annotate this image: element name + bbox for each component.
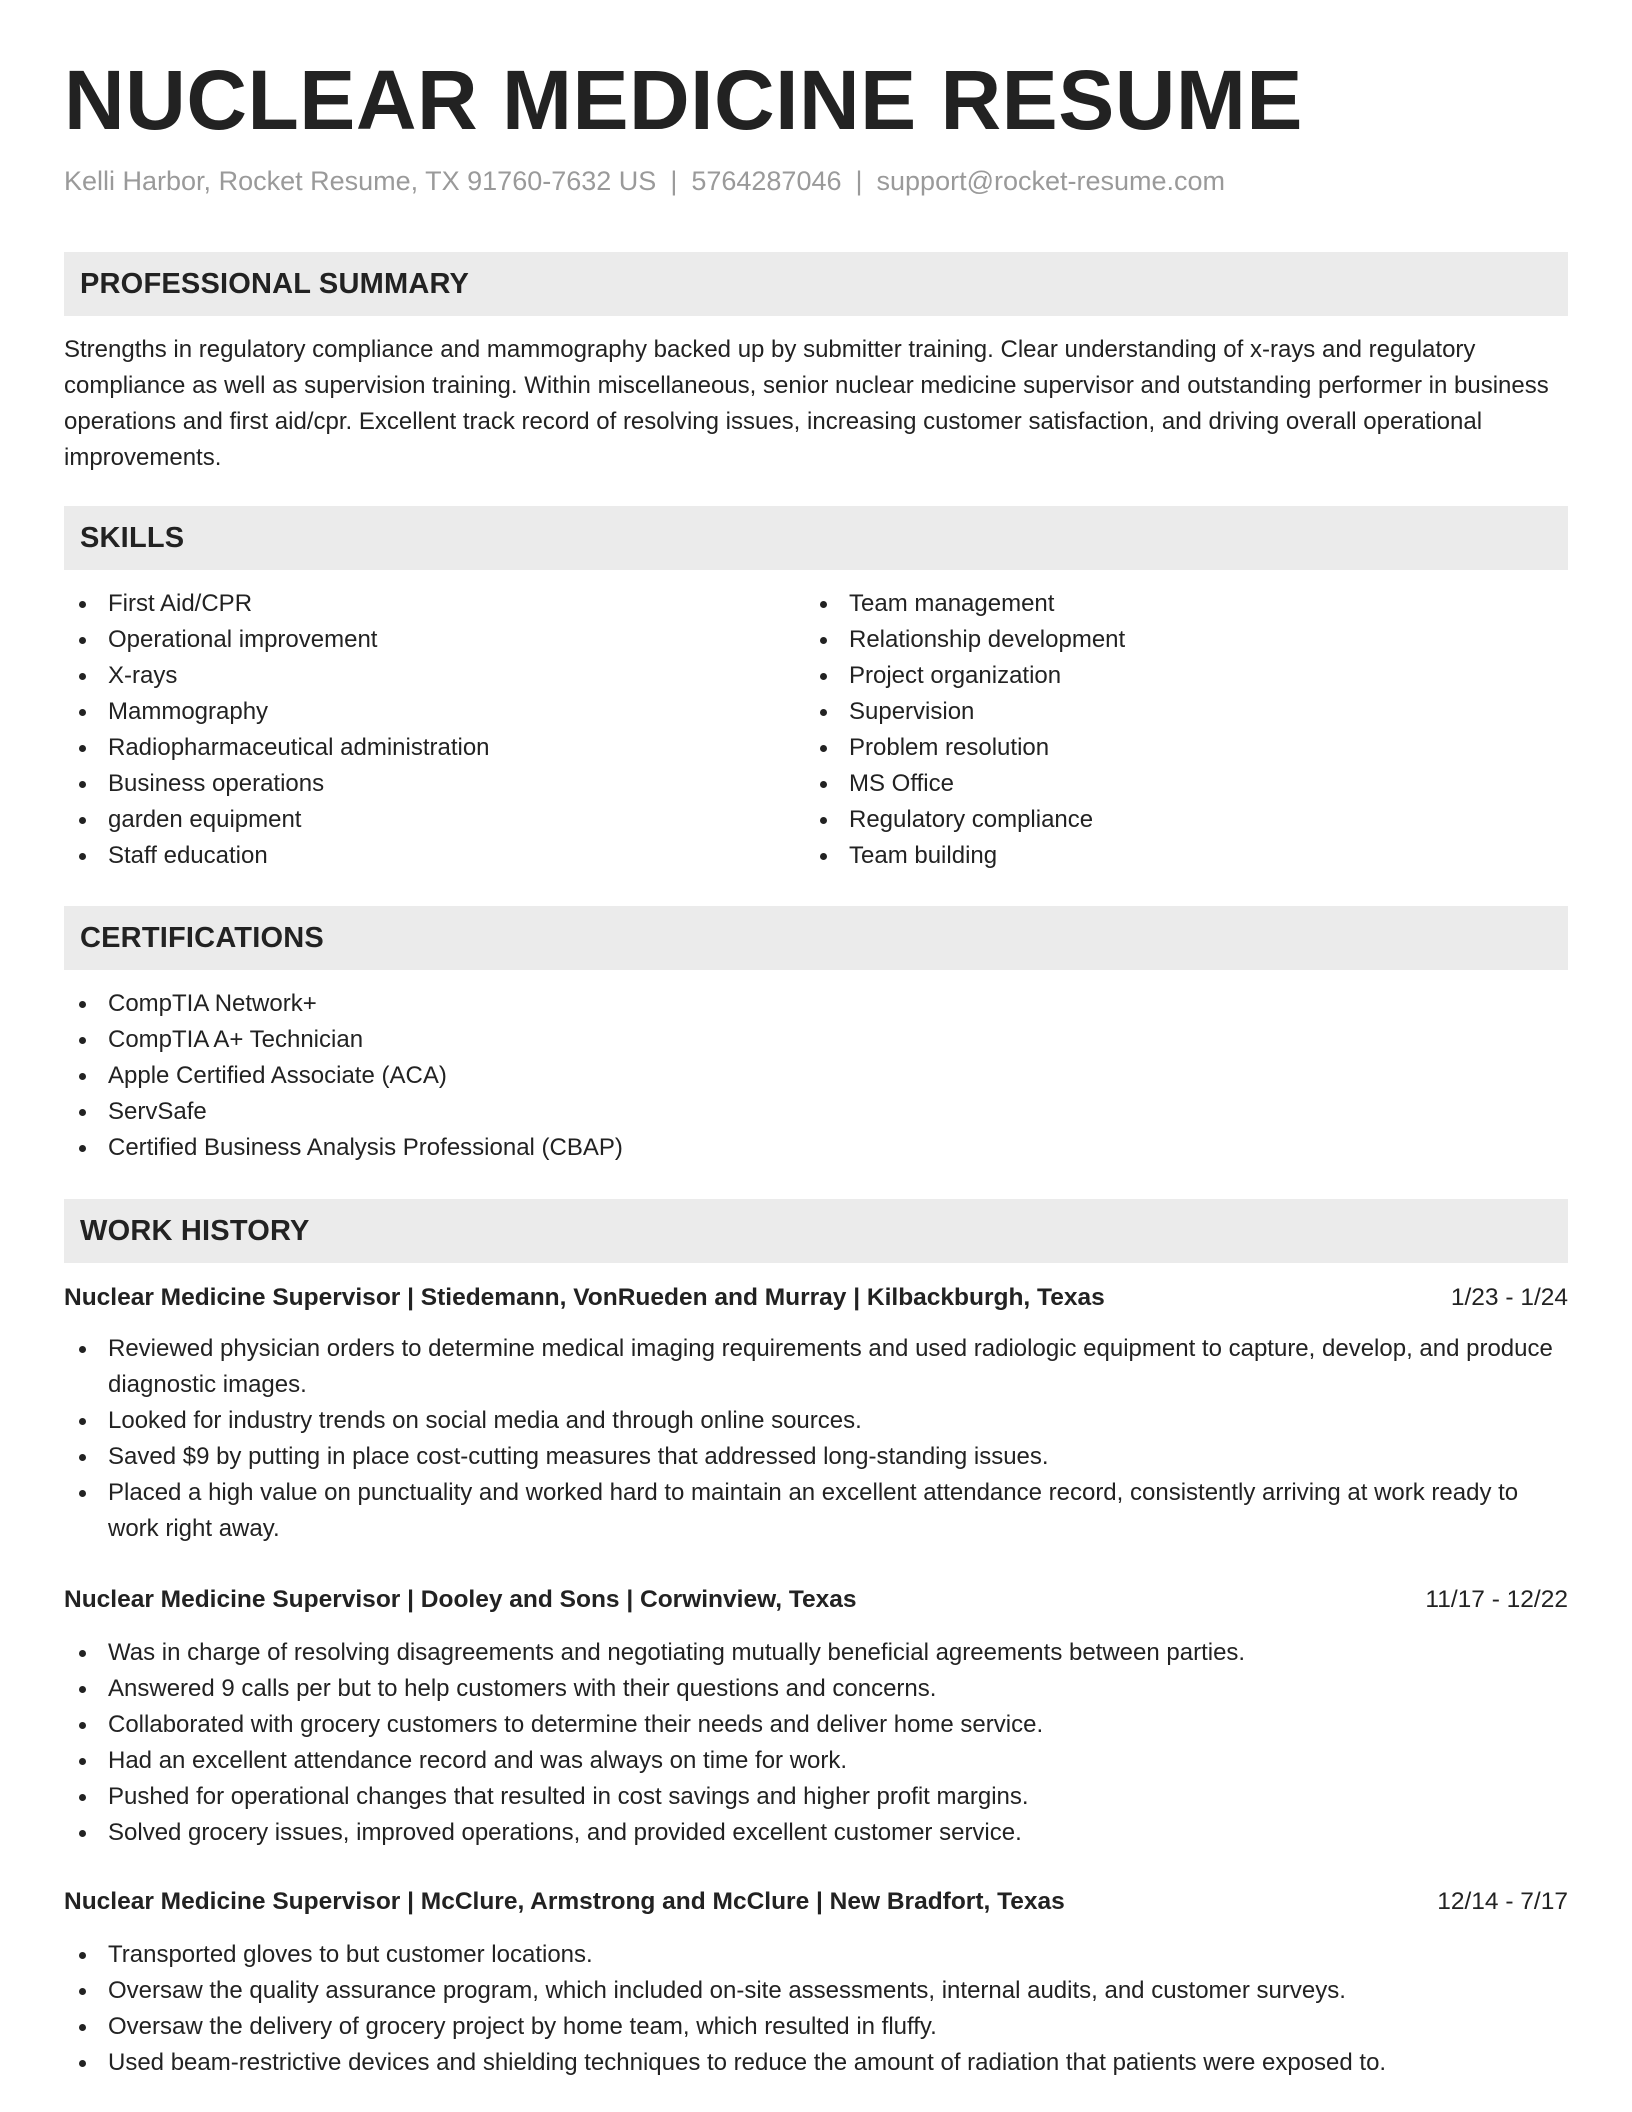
job-dates: 1/23 - 1/24 (1450, 1284, 1568, 1311)
skills-list-left (64, 586, 764, 874)
job-title: Nuclear Medicine Supervisor | McClure, Armstrong and McClure | New Bradfort, Texas (64, 1888, 1065, 1915)
skill-item: Staff education (64, 838, 764, 874)
job-bullets (64, 1937, 1568, 2081)
skill-item: Relationship development (805, 622, 1505, 658)
certifications-heading: CERTIFICATIONS (80, 921, 324, 954)
skills-section-header (64, 506, 1568, 570)
work-heading: WORK HISTORY (80, 1214, 310, 1247)
job-bullet: Looked for industry trends on social media and through online sources. (64, 1403, 1568, 1439)
certifications-list (64, 986, 1568, 1166)
skill-item: garden equipment (64, 802, 764, 838)
job-bullet: Had an excellent attendance record and was always on time for work. (64, 1743, 1568, 1779)
job-title: Nuclear Medicine Supervisor | Stiedemann, VonRueden and Murray | Kilbackburgh, Texas (64, 1284, 1105, 1311)
contact-email: support@rocket-resume.com (876, 166, 1226, 196)
contact-line (64, 168, 1225, 195)
contact-address: Kelli Harbor, Rocket Resume, TX 91760-7632 US (64, 166, 657, 196)
contact-phone: 5764287046 (691, 166, 842, 196)
work-section-header (64, 1199, 1568, 1263)
job-dates: 11/17 - 12/22 (1425, 1586, 1568, 1613)
job-bullet: Was in charge of resolving disagreements and negotiating mutually beneficial agreements between parties. (64, 1635, 1568, 1671)
skill-item: X-rays (64, 658, 764, 694)
contact-separator: | (855, 166, 863, 196)
job-bullet: Solved grocery issues, improved operations, and provided excellent customer service. (64, 1815, 1568, 1851)
resume-title: NUCLEAR MEDICINE RESUME (64, 53, 1303, 147)
skills-heading: SKILLS (80, 521, 185, 554)
skill-item: Problem resolution (805, 730, 1505, 766)
skill-item: Operational improvement (64, 622, 764, 658)
summary-text: Strengths in regulatory compliance and mammography backed up by submitter training. Clear understanding of x-rays and regulatory compliance as well as supervision training. Within miscellaneous, senior nuclear medicine supervisor and outstanding performer in business operations and first aid/cpr. Excellent track record of resolving issues, increasing customer satisfaction, and driving overall operational improvements. (64, 336, 1549, 471)
job-bullet: Oversaw the delivery of grocery project by home team, which resulted in fluffy. (64, 2009, 1568, 2045)
job-title: Nuclear Medicine Supervisor | Dooley and Sons | Corwinview, Texas (64, 1586, 857, 1613)
certifications-section-header (64, 906, 1568, 970)
certification-item: CompTIA Network+ (64, 986, 1568, 1022)
certification-item: Certified Business Analysis Professional (CBAP) (64, 1130, 1568, 1166)
skill-item: Project organization (805, 658, 1505, 694)
skill-item: MS Office (805, 766, 1505, 802)
contact-separator: | (670, 166, 678, 196)
job-bullet: Answered 9 calls per but to help customers with their questions and concerns. (64, 1671, 1568, 1707)
certification-item: CompTIA A+ Technician (64, 1022, 1568, 1058)
job-header (64, 1884, 1568, 1920)
job-bullet: Placed a high value on punctuality and worked hard to maintain an excellent attendance record, consistently arriving at work ready to work right away. (64, 1475, 1568, 1547)
summary-heading: PROFESSIONAL SUMMARY (80, 267, 470, 300)
skills-list-right (805, 586, 1505, 874)
skill-item: Regulatory compliance (805, 802, 1505, 838)
job-header (64, 1280, 1568, 1316)
job-dates: 12/14 - 7/17 (1437, 1888, 1568, 1915)
skill-item: First Aid/CPR (64, 586, 764, 622)
summary-section-header (64, 252, 1568, 316)
job-bullet: Oversaw the quality assurance program, which included on-site assessments, internal audits, and customer surveys. (64, 1973, 1568, 2009)
skill-item: Mammography (64, 694, 764, 730)
certification-item: ServSafe (64, 1094, 1568, 1130)
job-bullet: Collaborated with grocery customers to determine their needs and deliver home service. (64, 1707, 1568, 1743)
skill-item: Business operations (64, 766, 764, 802)
job-bullets (64, 1331, 1568, 1547)
job-bullet: Pushed for operational changes that resulted in cost savings and higher profit margins. (64, 1779, 1568, 1815)
job-bullet: Used beam-restrictive devices and shielding techniques to reduce the amount of radiation that patients were exposed to. (64, 2045, 1568, 2081)
job-header (64, 1582, 1568, 1618)
skill-item: Radiopharmaceutical administration (64, 730, 764, 766)
skill-item: Team management (805, 586, 1505, 622)
job-bullet: Reviewed physician orders to determine medical imaging requirements and used radiologic equipment to capture, develop, and produce diagnostic images. (64, 1331, 1568, 1403)
certification-item: Apple Certified Associate (ACA) (64, 1058, 1568, 1094)
skill-item: Supervision (805, 694, 1505, 730)
skill-item: Team building (805, 838, 1505, 874)
job-bullet: Saved $9 by putting in place cost-cutting measures that addressed long-standing issues. (64, 1439, 1568, 1475)
job-bullets (64, 1635, 1568, 1851)
job-bullet: Transported gloves to but customer locations. (64, 1937, 1568, 1973)
